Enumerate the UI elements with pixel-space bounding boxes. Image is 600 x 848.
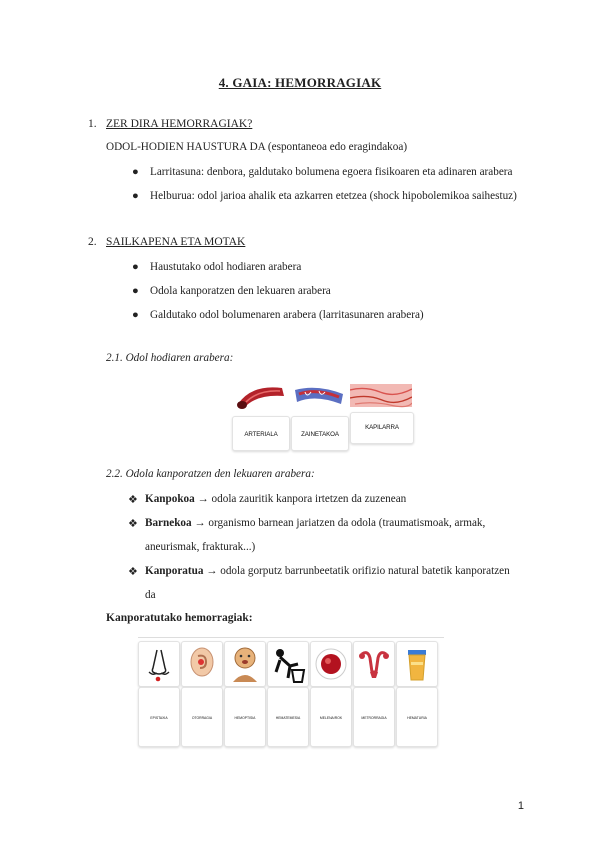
hematemesis-icon-card	[267, 641, 309, 687]
location-item-continuation: da	[145, 589, 156, 601]
diamond-bullet-icon: ❖	[128, 494, 138, 506]
bullet-item: ● Odola kanporatzen den lekuaren arabera	[132, 285, 331, 297]
page-number: 1	[517, 800, 524, 812]
arrow-icon: →	[194, 517, 206, 529]
section-1-heading	[88, 118, 488, 134]
hemorrhage-type-label: HEMATEMESIA	[275, 716, 301, 720]
vomiting-person-icon	[268, 642, 308, 686]
label-card	[232, 416, 290, 451]
label-card	[350, 412, 414, 444]
vein-illustration	[291, 382, 347, 409]
label-card	[396, 687, 438, 747]
section-title: SAILKAPENA ETA MOTAK	[106, 236, 246, 248]
label-card	[353, 687, 395, 747]
bullet-item: ● Haustutako odol hodiaren arabera	[132, 261, 302, 273]
page-title: 4. GAIA: HEMORRAGIAK	[218, 75, 382, 90]
bullet-icon: ●	[132, 261, 139, 273]
arrow-icon: →	[197, 493, 209, 505]
vessel-label: KAPILARRA	[365, 424, 399, 431]
diamond-bullet-icon: ❖	[128, 518, 138, 530]
vessel-label: ARTERIALA	[244, 431, 278, 438]
section-2-heading	[88, 236, 488, 252]
bullet-icon: ●	[132, 285, 139, 297]
location-item: ❖ Kanpokoa → odola zauritik kanpora irtetzen da zuzenean	[128, 493, 407, 506]
vessel-label: ZAINETAKOA	[301, 431, 339, 438]
bullet-item: ● Larritasuna: denbora, galdutako bolumena egoera fisikoaren eta adinaren arabera	[132, 166, 513, 178]
label-card	[138, 687, 180, 747]
expelled-types-figure	[138, 637, 444, 749]
subsection-2-1-heading: 2.1. Odol hodiaren arabera:	[106, 352, 234, 364]
expelled-hemorrhages-heading: Kanporatutako hemorragiak:	[106, 612, 253, 624]
bullet-icon: ●	[132, 190, 139, 202]
uterus-icon	[354, 642, 394, 686]
hematuria-icon-card	[396, 641, 438, 687]
arrow-icon: →	[206, 565, 218, 577]
hemorrhage-type-label: HEMOPTISIA	[234, 716, 256, 720]
bullet-item: ● Galdutako odol bolumenaren arabera (larritasunaren arabera)	[132, 309, 424, 321]
nose-icon	[139, 642, 179, 686]
diamond-bullet-icon: ❖	[128, 566, 138, 578]
hemorrhage-type-label: HEMATURIA	[407, 716, 427, 720]
hemoptysis-icon-card	[224, 641, 266, 687]
label-card	[310, 687, 352, 747]
label-card	[181, 687, 223, 747]
label-card	[224, 687, 266, 747]
urine-cup-icon	[397, 642, 437, 686]
hemorrhage-type-label: MELENA/ROK	[319, 716, 343, 720]
otorrhagia-icon-card	[181, 641, 223, 687]
metrorrhagia-icon-card	[353, 641, 395, 687]
bullet-icon: ●	[132, 166, 139, 178]
section-number: 1.	[88, 118, 97, 130]
toilet-blood-icon	[311, 642, 351, 686]
definition-line: ODOL-HODIEN HAUSTURA DA (espontaneoa edo eragindakoa)	[106, 141, 408, 153]
location-item: ❖ Kanporatua → odola gorputz barrunbeetatik orifizio natural batetik kanporatzen	[128, 565, 510, 578]
capillary-illustration	[350, 382, 412, 409]
coughing-person-icon	[225, 642, 265, 686]
melena-icon-card	[310, 641, 352, 687]
subsection-2-2-heading: 2.2. Odola kanporatzen den lekuaren arabera:	[106, 468, 315, 480]
epistaxis-icon-card	[138, 641, 180, 687]
location-item: ❖ Barnekoa → organismo barnean jariatzen da odola (traumatismoak, armak,	[128, 517, 486, 530]
section-title: ZER DIRA HEMORRAGIAK?	[106, 118, 253, 130]
location-item-continuation: aneurismak, frakturak...)	[145, 541, 256, 553]
hemorrhage-type-label: OTORRAGIA	[191, 716, 213, 720]
artery-illustration	[232, 382, 288, 409]
label-card	[291, 416, 349, 451]
vessel-figure	[232, 382, 414, 452]
hemorrhage-type-label: EPISTAXIA	[150, 716, 168, 720]
ear-icon	[182, 642, 222, 686]
bullet-item: ● Helburua: odol jarioa ahalik eta azkarren etetzea (shock hipobolemikoa saihestuz)	[132, 190, 517, 202]
label-card	[267, 687, 309, 747]
hemorrhage-type-label: METRORRAGIA	[361, 716, 387, 720]
section-number: 2.	[88, 236, 97, 248]
bullet-icon: ●	[132, 309, 139, 321]
